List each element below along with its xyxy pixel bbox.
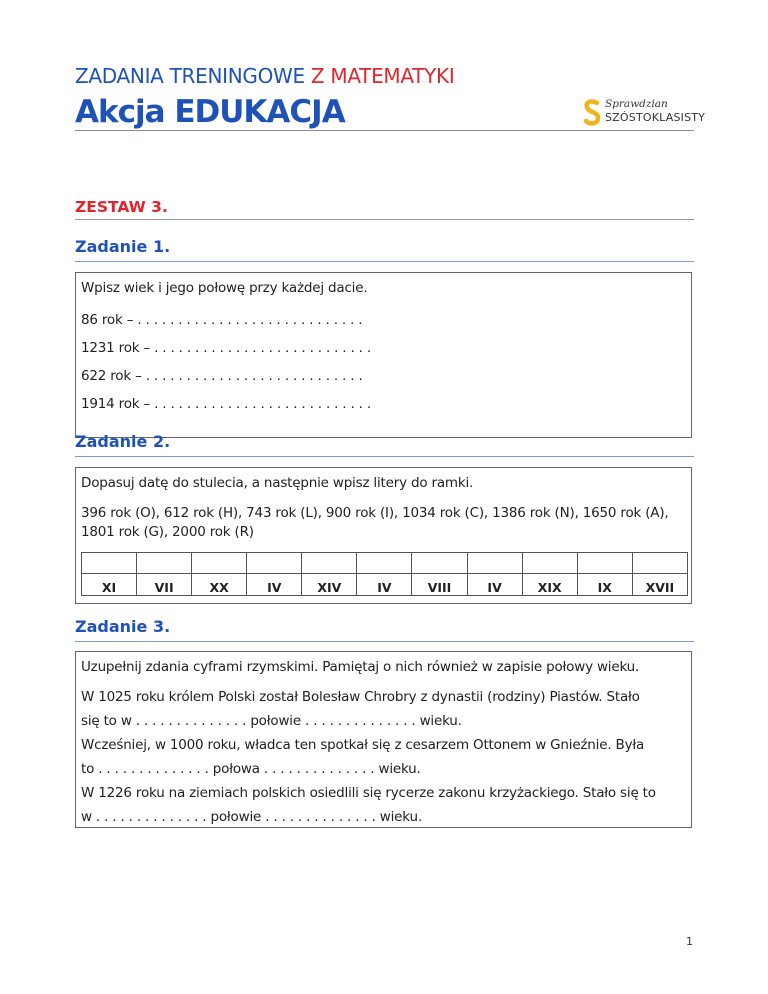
task3-divider: [75, 641, 694, 642]
answer-cell[interactable]: [357, 553, 412, 574]
answer-cell[interactable]: [577, 553, 632, 574]
task2-instruction: Dopasuj datę do stulecia, a następnie wpisz litery do ramki.: [81, 475, 474, 491]
set-divider: [75, 219, 694, 220]
task2-box: [75, 467, 692, 604]
task1-title: Zadanie 1.: [75, 237, 171, 256]
header-subtitle-prefix: ZADANIA TRENINGOWE: [75, 64, 305, 88]
task3-box: [75, 651, 692, 828]
answer-cell[interactable]: [412, 553, 467, 574]
set-title: ZESTAW 3.: [75, 198, 168, 216]
task1-instruction: Wpisz wiek i jego połowę przy każdej dacie.: [81, 280, 368, 296]
task3-instruction: Uzupełnij zdania cyframi rzymskimi. Pamiętaj o nich również w zapisie połowy wieku.: [81, 659, 640, 675]
century-label: XVII: [632, 574, 687, 596]
task3-title: Zadanie 3.: [75, 617, 171, 636]
century-label: XIX: [522, 574, 577, 596]
letter-grid: [81, 552, 688, 596]
s-logo-icon: [583, 98, 603, 128]
century-label: IV: [357, 574, 412, 596]
century-label: IX: [577, 574, 632, 596]
answer-cell[interactable]: [82, 553, 137, 574]
century-label: XI: [82, 574, 137, 596]
task2-title: Zadanie 2.: [75, 432, 171, 451]
task1-box: [75, 272, 692, 438]
task1-divider: [75, 261, 694, 262]
century-label: IV: [467, 574, 522, 596]
header-subtitle: [75, 64, 454, 88]
task3-answer-line[interactable]: to . . . . . . . . . . . . . . połowa . . . . . . . . . . . . . . wieku.: [81, 761, 421, 777]
answer-cell[interactable]: [192, 553, 247, 574]
task1-answer-line[interactable]: 1914 rok – . . . . . . . . . . . . . . . . . . . . . . . . . . .: [81, 396, 371, 412]
task2-divider: [75, 456, 694, 457]
task1-answer-line[interactable]: 1231 rok – . . . . . . . . . . . . . . . . . . . . . . . . . . .: [81, 340, 371, 356]
header-subtitle-suffix: Z MATEMATYKI: [310, 64, 455, 88]
logo-text-line2: SZÓSTOKLASISTY: [605, 111, 706, 124]
century-label: XX: [192, 574, 247, 596]
header-divider: [75, 130, 694, 131]
task2-dates-line: 396 rok (O), 612 rok (H), 743 rok (L), 900 rok (I), 1034 rok (C), 1386 rok (N), 1650 rok (A),: [81, 505, 669, 521]
page-title: Akcja EDUKACJA: [75, 94, 345, 130]
answer-cell[interactable]: [522, 553, 577, 574]
task3-text-line: W 1025 roku królem Polski został Bolesław Chrobry z dynastii (rodziny) Piastów. Stało: [81, 689, 640, 705]
century-label: VIII: [412, 574, 467, 596]
answer-cell[interactable]: [467, 553, 522, 574]
sprawdzian-logo: [583, 98, 706, 128]
task3-answer-line[interactable]: się to w . . . . . . . . . . . . . . połowie . . . . . . . . . . . . . . wieku.: [81, 713, 462, 729]
answer-cell[interactable]: [302, 553, 357, 574]
task3-text-line: Wcześniej, w 1000 roku, władca ten spotkał się z cesarzem Ottonem w Gnieźnie. Była: [81, 737, 645, 753]
task3-text-line: W 1226 roku na ziemiach polskich osiedlili się rycerze zakonu krzyżackiego. Stało się to: [81, 785, 656, 801]
task3-answer-line[interactable]: w . . . . . . . . . . . . . . połowie . . . . . . . . . . . . . . wieku.: [81, 809, 422, 825]
century-label: VII: [137, 574, 192, 596]
answer-cell[interactable]: [137, 553, 192, 574]
century-label: IV: [247, 574, 302, 596]
answer-cell[interactable]: [247, 553, 302, 574]
century-label: XIV: [302, 574, 357, 596]
logo-text-line1: Sprawdzian: [605, 98, 668, 110]
answer-cell[interactable]: [632, 553, 687, 574]
task1-answer-line[interactable]: 86 rok – . . . . . . . . . . . . . . . . . . . . . . . . . . . .: [81, 312, 363, 328]
page-number: 1: [686, 935, 693, 948]
task1-answer-line[interactable]: 622 rok – . . . . . . . . . . . . . . . . . . . . . . . . . . .: [81, 368, 363, 384]
task2-dates-line: 1801 rok (G), 2000 rok (R): [81, 524, 254, 540]
